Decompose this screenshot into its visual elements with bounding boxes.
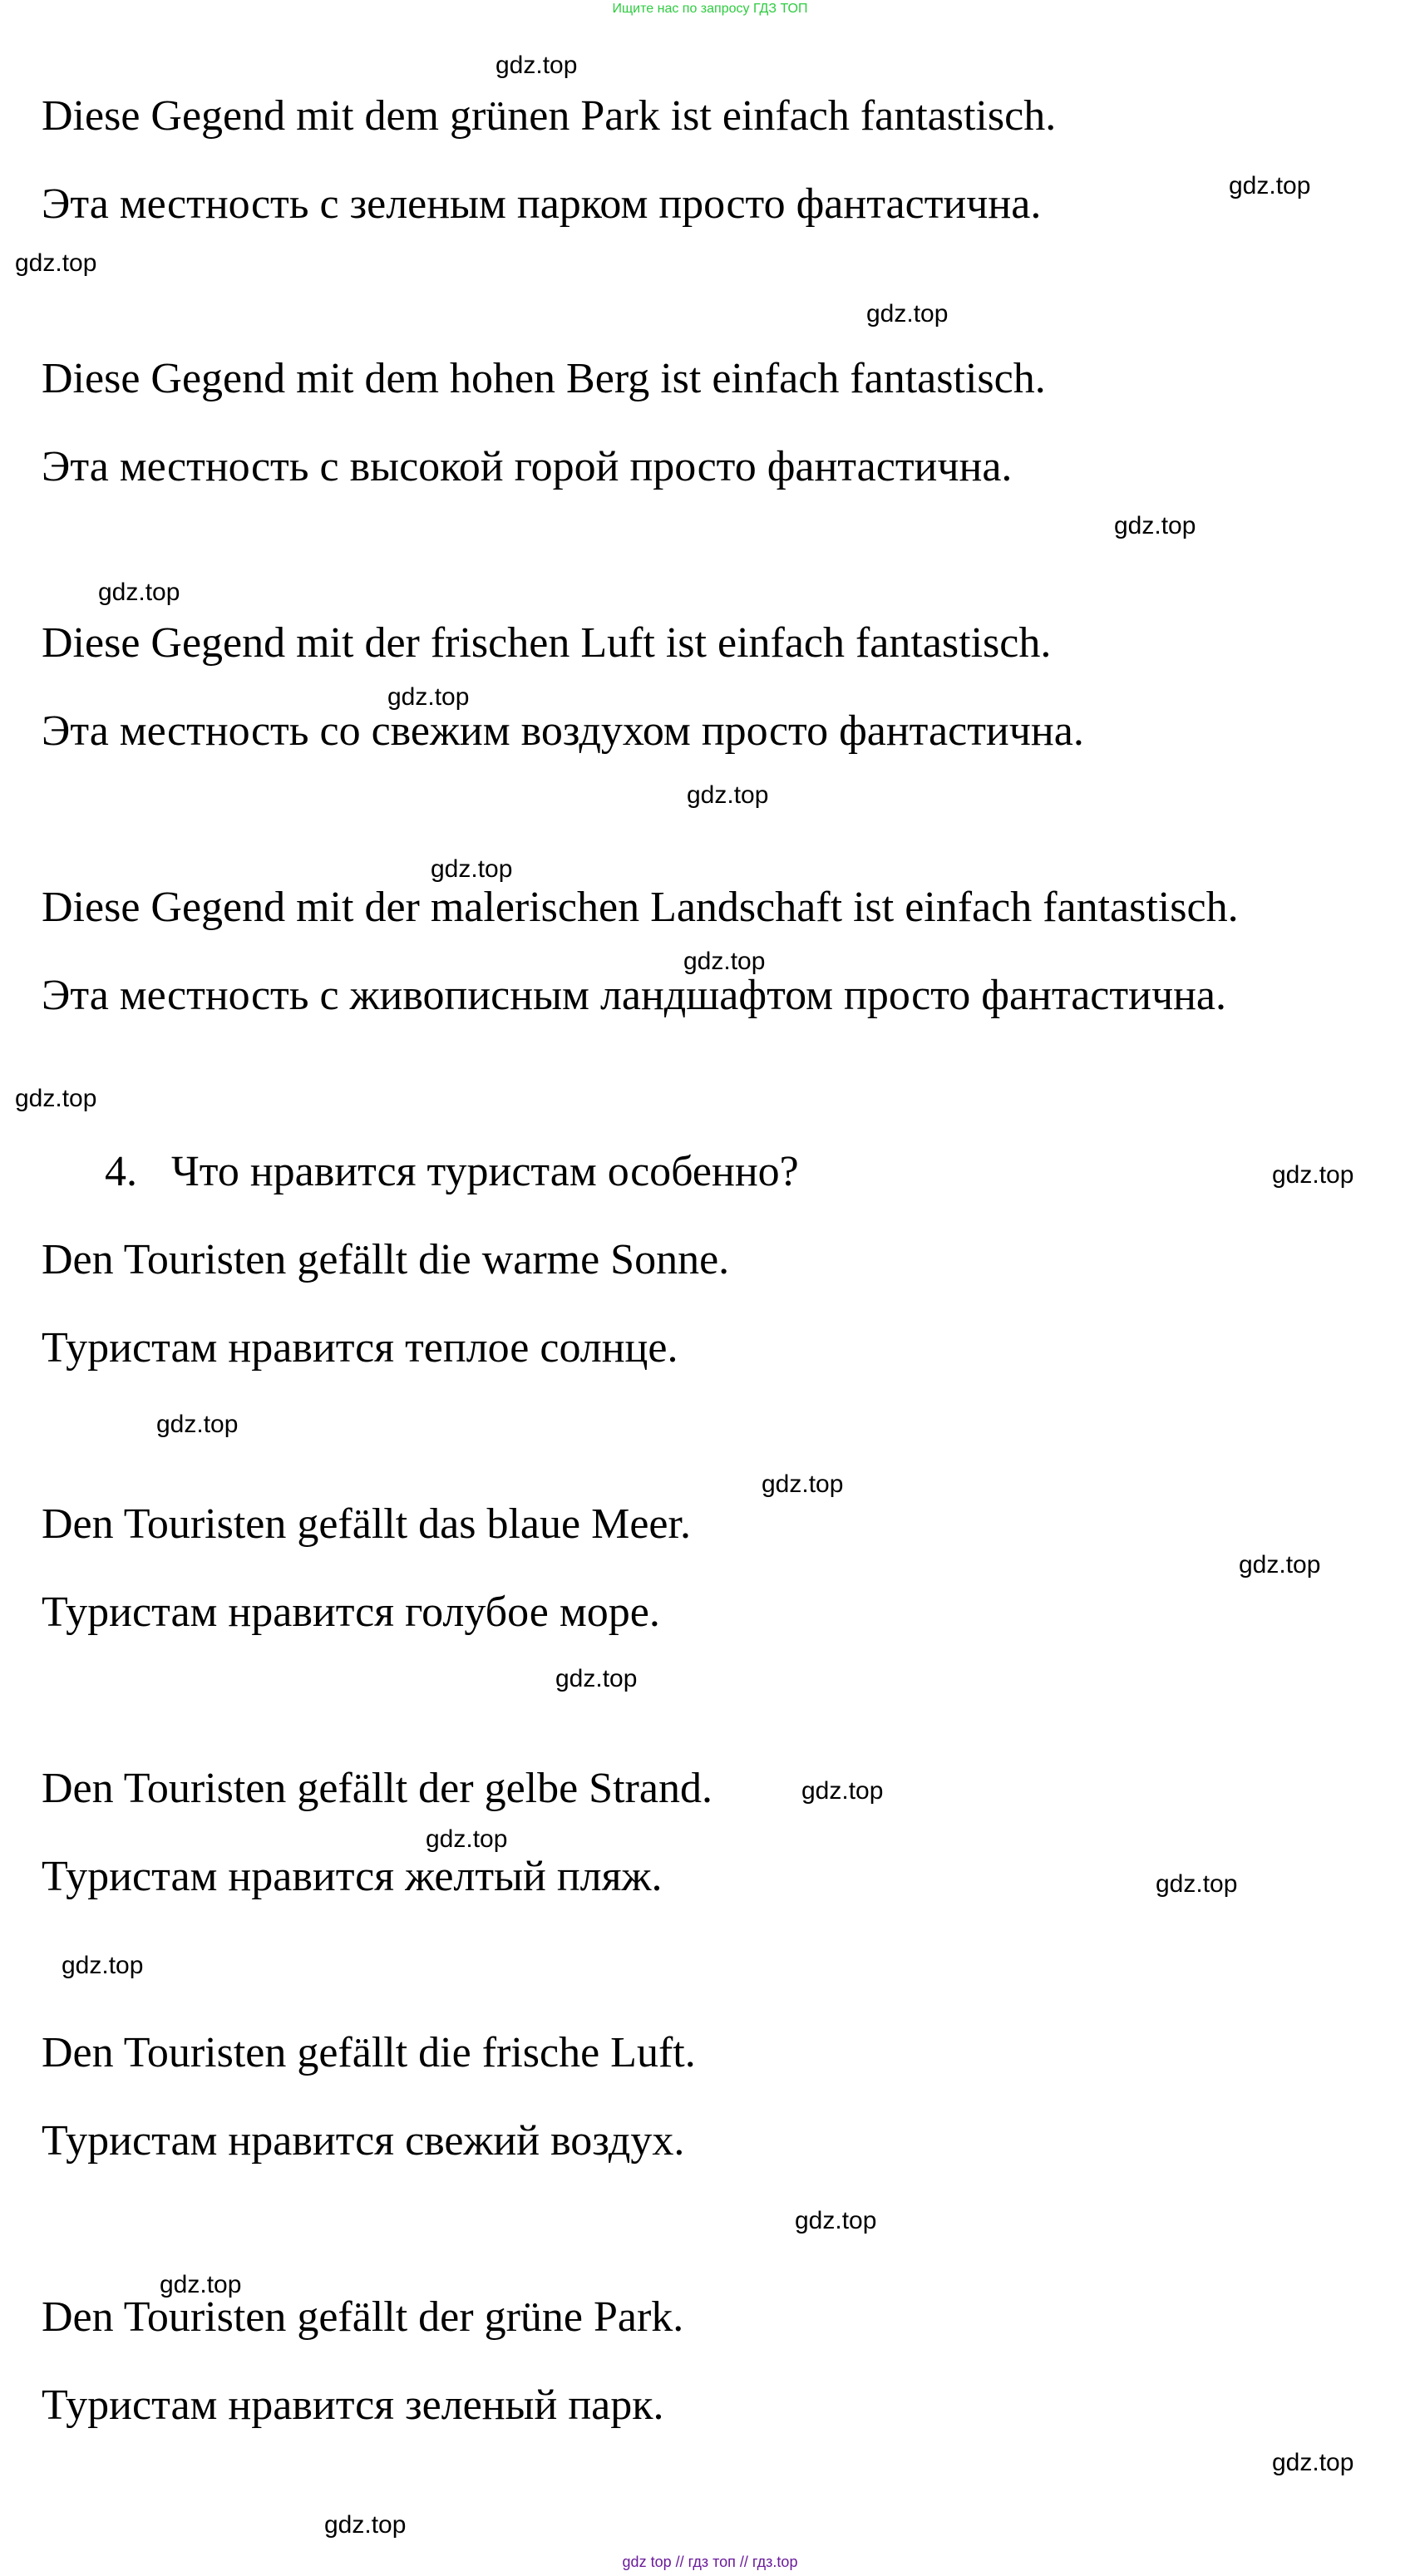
- german-sentence: Den Touristen gefällt das blaue Meer.: [42, 1500, 691, 1548]
- watermark: gdz.top: [801, 1777, 884, 1805]
- watermark: gdz.top: [683, 948, 766, 975]
- german-sentence: Diese Gegend mit dem grünen Park ist einfach fantastisch.: [42, 92, 1057, 140]
- german-sentence: Diese Gegend mit der malerischen Landschaft ist einfach fantastisch.: [42, 884, 1239, 931]
- russian-sentence: Туристам нравится теплое солнце.: [42, 1324, 678, 1372]
- watermark: gdz.top: [1229, 172, 1311, 199]
- watermark: gdz.top: [160, 2271, 242, 2298]
- russian-sentence: Туристам нравится свежий воздух.: [42, 2117, 685, 2165]
- watermark: gdz.top: [324, 2511, 407, 2539]
- watermark: gdz.top: [795, 2207, 877, 2234]
- watermark: gdz.top: [1156, 1870, 1238, 1898]
- watermark: gdz.top: [156, 1411, 239, 1438]
- watermark: gdz.top: [1114, 512, 1196, 539]
- question-heading: [105, 1147, 799, 1197]
- german-sentence: Den Touristen gefällt der grüne Park.: [42, 2293, 684, 2341]
- watermark: gdz.top: [866, 300, 949, 328]
- russian-sentence: Эта местность со свежим воздухом просто фантастична.: [42, 707, 1084, 755]
- watermark: gdz.top: [387, 683, 470, 711]
- german-sentence: Den Touristen gefällt die frische Luft.: [42, 2029, 696, 2076]
- german-sentence: Den Touristen gefällt der gelbe Strand.: [42, 1765, 712, 1812]
- question-text: Что нравится туристам особенно?: [171, 1148, 799, 1195]
- search-banner: Ищите нас по запросу ГДЗ ТОП: [612, 2, 808, 16]
- german-sentence: Den Touristen gefällt die warme Sonne.: [42, 1236, 730, 1283]
- watermark: gdz.top: [15, 249, 97, 277]
- watermark: gdz.top: [15, 1085, 97, 1112]
- german-sentence: Diese Gegend mit der frischen Luft ist einfach fantastisch.: [42, 619, 1052, 667]
- watermark: gdz.top: [496, 52, 578, 79]
- russian-sentence: Туристам нравится голубое море.: [42, 1588, 660, 1636]
- watermark: gdz.top: [98, 579, 180, 606]
- watermark: gdz.top: [426, 1825, 508, 1853]
- watermark: gdz.top: [431, 855, 513, 883]
- question-number: 4.: [105, 1148, 137, 1195]
- russian-sentence: Эта местность с зеленым парком просто фантастична.: [42, 180, 1042, 228]
- russian-sentence: Туристам нравится желтый пляж.: [42, 1853, 663, 1900]
- russian-sentence: Эта местность с высокой горой просто фантастична.: [42, 443, 1013, 490]
- russian-sentence: Туристам нравится зеленый парк.: [42, 2381, 664, 2429]
- watermark: gdz.top: [762, 1470, 844, 1498]
- watermark: gdz.top: [687, 781, 769, 809]
- german-sentence: Diese Gegend mit dem hohen Berg ist einfach fantastisch.: [42, 355, 1046, 402]
- watermark: gdz.top: [1272, 1161, 1354, 1189]
- watermark: gdz.top: [62, 1952, 144, 1979]
- footer-links: gdz top // гдз топ // гдз.top: [622, 2554, 798, 2570]
- watermark: gdz.top: [1272, 2449, 1354, 2476]
- watermark: gdz.top: [555, 1665, 638, 1692]
- russian-sentence: Эта местность с живописным ландшафтом просто фантастична.: [42, 972, 1226, 1019]
- watermark: gdz.top: [1239, 1551, 1321, 1579]
